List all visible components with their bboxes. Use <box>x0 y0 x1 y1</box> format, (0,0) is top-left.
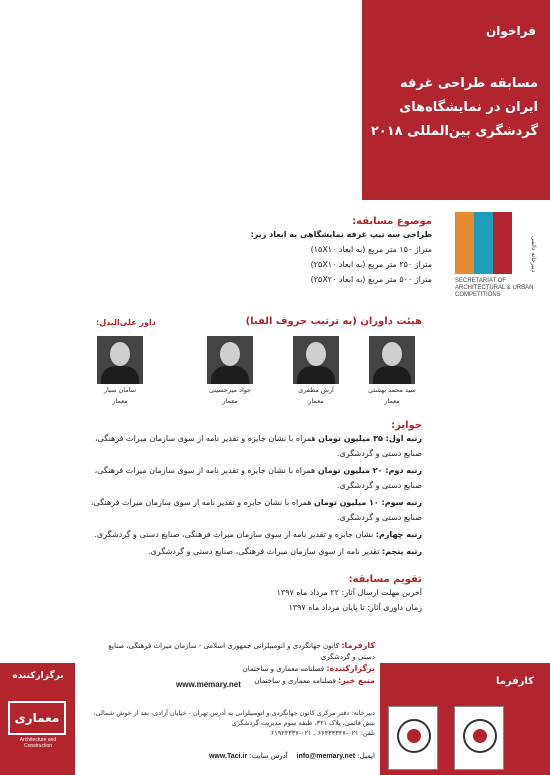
taci-website-link[interactable]: www.Taci.ir <box>208 753 248 760</box>
subject-line: متراژ ۵۰۰ متر مربع (به ابعاد ۲۵X۲۰) <box>310 275 432 284</box>
organizer-panel <box>0 663 75 775</box>
prize-item <box>75 431 422 461</box>
call-kicker: فراخوان <box>486 24 536 38</box>
juror-name: آرش مظفری <box>298 386 334 394</box>
juror-name: سید محمد بهشتی <box>368 386 416 394</box>
subject-line: طراحی سه تیپ غرفه نمایشگاهی به ابعاد زیر: <box>250 230 432 239</box>
memary-logo-text: معماری <box>14 711 60 725</box>
memary-logo <box>8 701 66 735</box>
juror-role: معمار <box>222 397 238 405</box>
email-link[interactable]: info@memary.net <box>296 753 356 760</box>
juror-role: معمار <box>112 397 128 405</box>
logo-tile-red <box>493 212 512 274</box>
prize-rank: رتبه دوم: ۲۰ میلیون تومان <box>317 466 422 475</box>
organizer-panel-label: برگزارکننده <box>12 671 64 681</box>
site-label: آدرس سایت: <box>249 752 288 760</box>
prize-item <box>75 463 422 493</box>
competition-title: مسابقه طراحی غرفه ایران در نمایشگاه‌های گردشگری بین‌المللی ۲۰۱۸ <box>370 76 538 139</box>
prize-rank: رتبه اول: ۳۵ میلیون تومان <box>318 434 422 443</box>
prize-item <box>75 544 422 559</box>
prize-text: همراه با نشان جایزه و تقدیر نامه از سوی سازمان میراث فرهنگی، صنایع دستی و گردشگری. <box>94 466 422 490</box>
employer-line <box>90 640 375 663</box>
deadline-line: آخرین مهلت ارسال آثار: ۲۲ مرداد ماه ۱۳۹۷ <box>276 588 422 597</box>
prizes-heading: جوایز: <box>391 420 422 431</box>
subject-line: متراژ ۱۵۰ متر مربع (به ابعاد ۱۵X۱۰) <box>310 245 432 254</box>
touring-club-emblem-icon <box>388 706 438 770</box>
judging-line: زمان داوری آثار: تا پایان مرداد ماه ۱۳۹۷ <box>288 603 422 612</box>
prize-text: نشان جایزه و تقدیر نامه از سوی سازمان میراث فرهنگی، صنایع دستی و گردشگری. <box>94 530 374 539</box>
logo-vertical-text: دبیرخانه دائمی <box>530 235 537 272</box>
secretariat-logo <box>455 212 537 312</box>
prize-text: همراه با نشان جایزه و تقدیر نامه از سوی سازمان میراث فرهنگی، صنایع دستی و گردشگری. <box>94 434 422 458</box>
contact-line <box>90 752 375 760</box>
subject-line: متراژ ۲۵۰ متر مربع (به ابعاد ۲۵X۱۰) <box>310 260 432 269</box>
logo-tile-blue <box>474 212 493 274</box>
employer-panel <box>380 663 550 775</box>
secretariat-address <box>90 708 375 738</box>
jury-heading: هیئت داوران (به ترتیب حروف الفبا) <box>245 316 422 327</box>
juror-photo <box>207 336 253 384</box>
subject-section <box>132 216 432 287</box>
prize-rank: رتبه چهارم: <box>375 530 422 539</box>
juror-role: معمار <box>308 397 324 405</box>
logo-tile-orange <box>455 212 474 274</box>
address-text: دبیرخانه: دفتر مرکزی کانون جهانگردی و اتومبیلرانی به آدرس تهران - خیابان آزادی، بعد از خوش شمالی، نبش قائمی، پلاک ۳۲۱، طبقه سوم مدیریت گردشگری <box>93 709 375 727</box>
prize-rank: رتبه پنجم: <box>381 547 422 556</box>
employer-label: کارفرما: <box>341 641 375 650</box>
employer-panel-label: کارفرما <box>495 676 534 687</box>
alternate-juror-card <box>90 336 150 406</box>
source-label: منبع خبر: <box>338 676 375 685</box>
juror-card <box>286 336 346 406</box>
prize-rank: رتبه سوم: ۱۰ میلیون تومان <box>314 498 422 507</box>
calendar-section <box>200 574 422 615</box>
email-label: ایمیل: <box>357 752 375 760</box>
prize-item <box>75 495 422 525</box>
juror-photo <box>293 336 339 384</box>
logo-english-text: SECRETARIAT OF ARCHITECTURAL & URBAN COMPETITIONS <box>455 278 534 298</box>
juror-card <box>362 336 422 406</box>
jury-section <box>70 316 422 412</box>
organizer-value: فصلنامه معماری و ساختمان <box>242 665 325 673</box>
calendar-heading: تقویم مسابقه: <box>348 574 422 585</box>
website-link[interactable]: www.memary.net <box>176 680 241 689</box>
prize-text: تقدیر نامه از سوی سازمان میراث فرهنگی، صنایع دستی و گردشگری. <box>147 547 380 556</box>
prizes-section <box>75 420 422 561</box>
juror-name: سامان سیار <box>103 386 137 394</box>
prize-text: همراه با نشان جایزه و تقدیر نامه از سوی سازمان میراث فرهنگی، صنایع دستی و گردشگری. <box>90 498 422 522</box>
subject-heading: موضوع مسابقه: <box>352 216 432 227</box>
memary-logo-subtitle: Architecture and Construction <box>19 737 57 749</box>
source-value: فصلنامه معماری و ساختمان <box>254 677 336 685</box>
prize-item <box>75 527 422 542</box>
alternate-juror-heading: داور علی‌البدل: <box>96 318 156 327</box>
juror-card <box>200 336 260 406</box>
juror-role: معمار <box>384 397 400 405</box>
organizer-line <box>90 663 375 675</box>
juror-name: جواد میرحسینی <box>208 386 252 394</box>
organizer-label: برگزارکننده: <box>326 664 375 673</box>
hero-panel <box>362 0 550 200</box>
juror-photo <box>369 336 415 384</box>
employer-value: کانون جهانگردی و اتومبیلرانی جمهوری اسلامی - سازمان میراث فرهنگی، صنایع دستی و گردشگری <box>108 642 375 661</box>
juror-photo <box>97 336 143 384</box>
iran-emblem-icon <box>454 706 504 770</box>
phone-text: تلفن: ۰۲۱-۶۶۴۳۴۳۴۷ ، ۰۲۱-۶۱۹۲۴۳۳۷ <box>270 729 375 737</box>
